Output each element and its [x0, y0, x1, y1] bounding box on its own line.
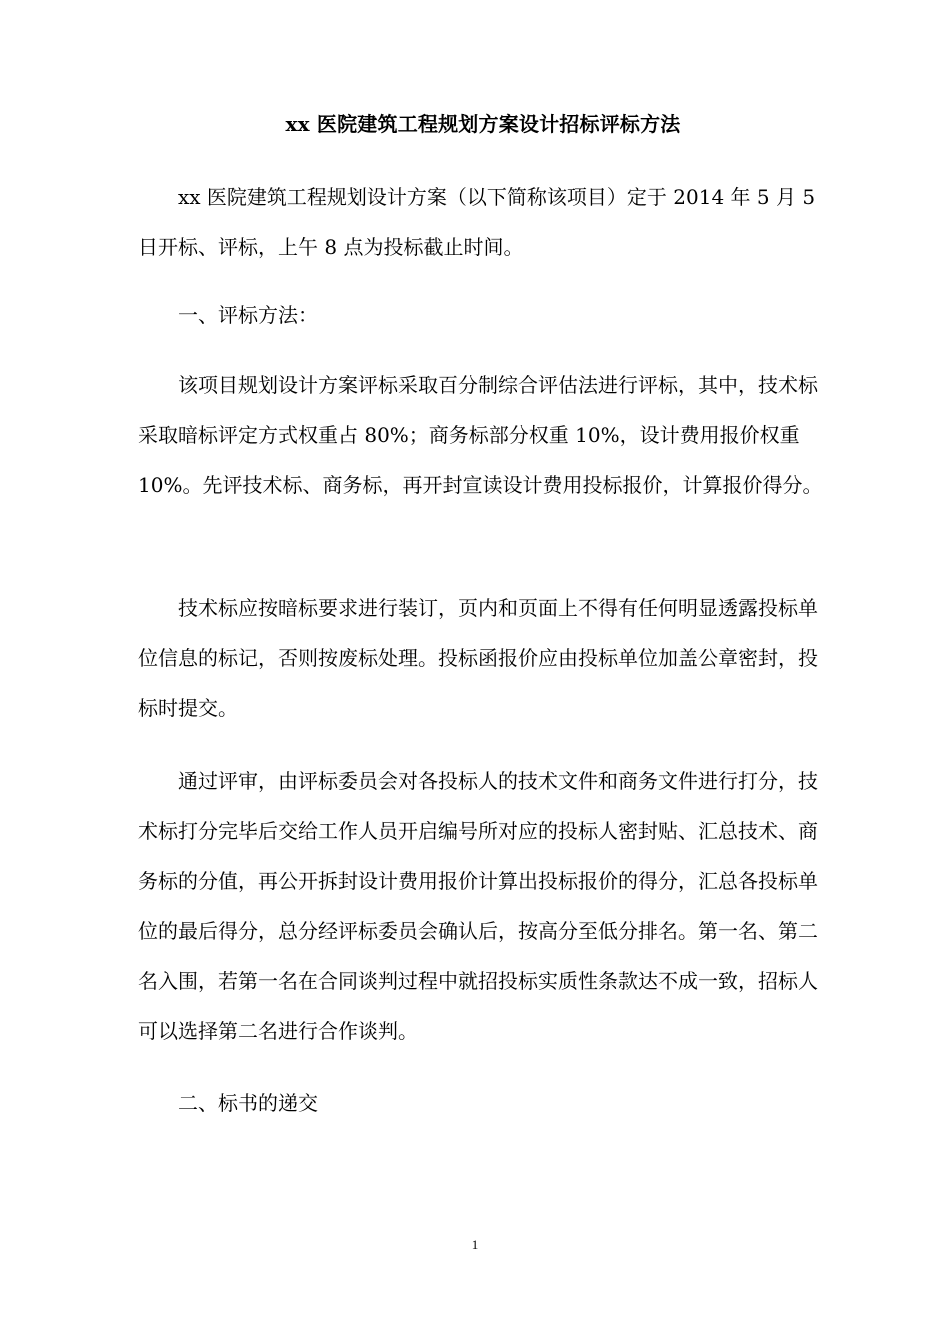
- page-number: 1: [471, 1237, 479, 1252]
- paragraph-intro: xx 医院建筑工程规划设计方案（以下简称该项目）定于 2014 年 5 月 5 日开标、评标，上午 8 点为投标截止时间。: [138, 185, 816, 259]
- paragraph-scoring-method: 该项目规划设计方案评标采取百分制综合评估法进行评标，其中，技术标采取暗标评定方式权重占 80%；商务标部分权重 10%，设计费用报价权重 10%。先评技术标、商务标，再开封宣读设计费用投标报价，计算报价得分。: [138, 373, 823, 497]
- section-heading-evaluation-method: 一、评标方法：: [178, 303, 318, 327]
- document-title: xx 医院建筑工程规划方案设计招标评标方法: [285, 112, 681, 136]
- section-heading-bid-submission: 二、标书的递交: [178, 1091, 318, 1115]
- paragraph-technical-bid-rules: 技术标应按暗标要求进行装订，页内和页面上不得有任何明显透露投标单位信息的标记，否则按废标处理。投标函报价应由投标单位加盖公章密封，投标时提交。: [138, 596, 818, 720]
- paragraph-review-process: 通过评审，由评标委员会对各投标人的技术文件和商务文件进行打分，技术标打分完毕后交给工作人员开启编号所对应的投标人密封贴、汇总技术、商务标的分值，再公开拆封设计费用报价计算出投标报价的得分，汇总各投标单位的最后得分，总分经评标委员会确认后，按高分至低分排名。第一名、第二名入围，若第一名在合同谈判过程中就招投标实质性条款达不成一致，招标人可以选择第二名进行合作谈判。: [138, 769, 818, 1043]
